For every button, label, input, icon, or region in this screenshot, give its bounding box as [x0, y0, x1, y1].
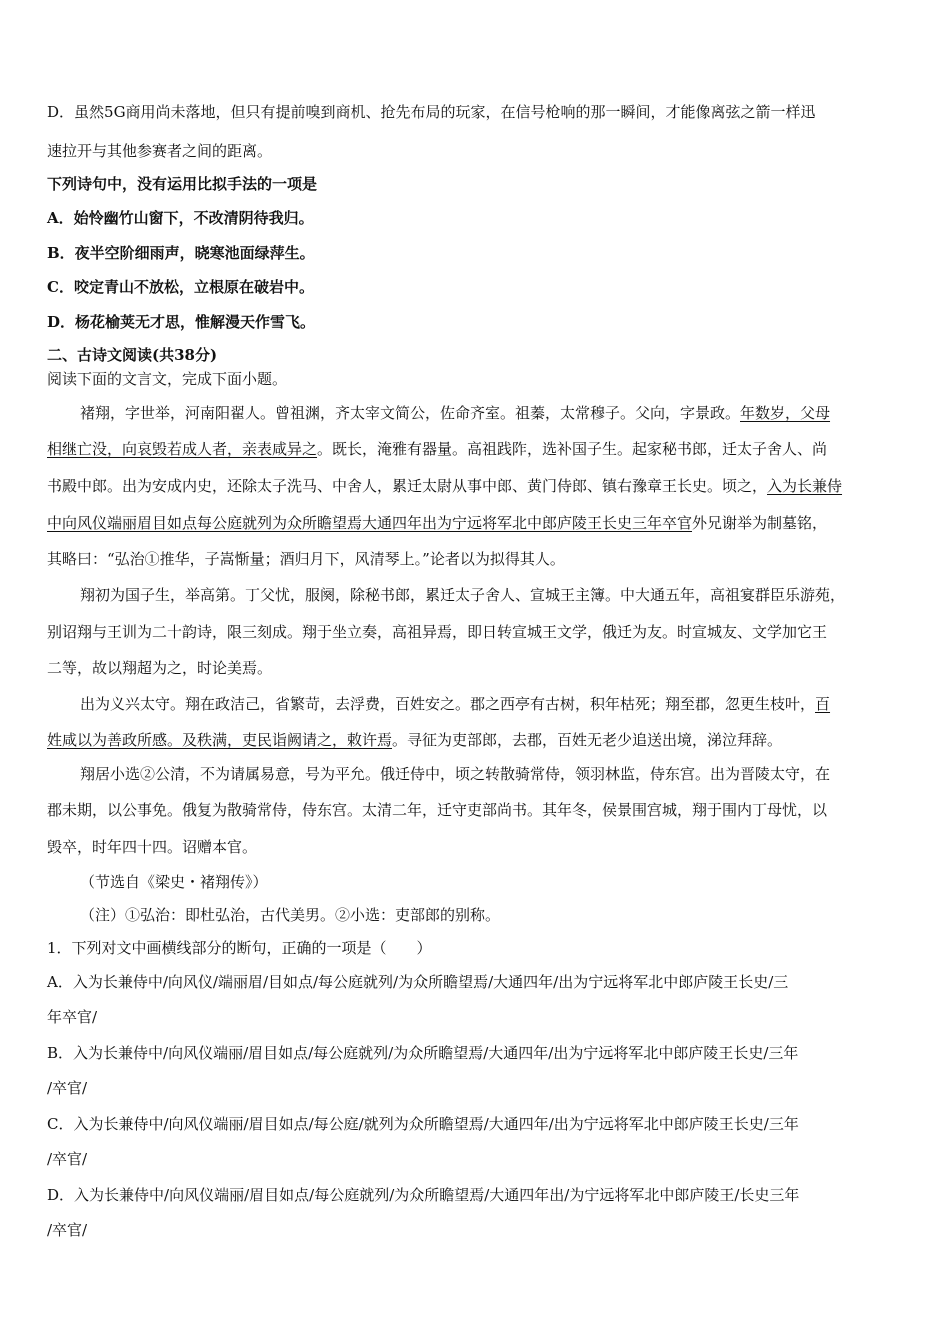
passage-text: 书殿中郎。出为安成内史，还除太子洗马、中舍人，累迁太尉从事中郎、黄门侍郎、镇右豫章王长史。顷之，	[47, 477, 768, 495]
passage-text: 外兄谢举为制墓铭，	[692, 514, 828, 532]
passage-p4-line3: 毁卒，时年四十四。诏赠本官。	[47, 838, 258, 856]
passage-p2-line1: 翔初为国子生，举高第。丁父忧，服阕，除秘书郎，累迁太子舍人、宣城王主簿。中大通五年，高祖宴群臣乐游苑，	[80, 586, 846, 604]
passage-text: 褚翔，字世举，河南阳翟人。曾祖渊，齐太宰文简公，佐命齐室。祖蓁，太常穆子。父向，字景政。	[80, 404, 741, 422]
q1-option-d-line2: /卒官/	[47, 1221, 88, 1239]
section-title: 二、古诗文阅读(共38分)	[47, 346, 218, 364]
passage-notes: （注）①弘治：即杜弘治，古代美男。②小选：吏部郎的别称。	[80, 906, 501, 924]
q1-option-b-line2: /卒官/	[47, 1079, 88, 1097]
underlined-text: 姓咸以为善政所感。及秩满，吏民诣阙请之，敕许焉	[47, 731, 393, 749]
passage-p3-line1	[80, 693, 906, 715]
poem-option-a: A．始怜幽竹山窗下，不改清阴待我归。	[47, 209, 314, 227]
passage-p2-line2: 别诏翔与王训为二十韵诗，限三刻成。翔于坐立奏，高祖异焉，即日转宣城王文学，俄迁为友。时宣城友、文学加它王	[47, 623, 828, 641]
passage-text: 。寻征为吏部郎，去郡，百姓无老少追送出境，涕泣拜辞。	[392, 731, 783, 749]
q1-option-b-line1: B．入为长兼侍中/向风仪端丽/眉目如点/每公庭就列/为众所瞻望焉/大通四年/出为宁远将军北中郎庐陵王长史/三年	[47, 1044, 799, 1062]
passage-p4-line2: 郡未期，以公事免。俄复为散骑常侍，侍东宫。太清二年，迁守吏部尚书。其年冬，侯景围宫城，翔于围内丁母忧，以	[47, 801, 828, 819]
poem-question-stem: 下列诗句中，没有运用比拟手法的一项是	[47, 175, 318, 193]
prev-option-d-line1: D．虽然5G商用尚未落地，但只有提前嗅到商机、抢先布局的玩家，在信号枪响的那一瞬间，才能像离弦之箭一样迅	[47, 103, 816, 121]
poem-option-b: B．夜半空阶细雨声，晓寒池面绿萍生。	[47, 244, 315, 262]
passage-source: （节选自《梁史・褚翔传》）	[80, 873, 268, 891]
underlined-text: 年数岁，父母	[740, 404, 831, 422]
passage-p1-line4	[47, 512, 906, 534]
underlined-text: 中向风仪端丽眉目如点每公庭就列为众所瞻望焉大通四年出为宁远将军北中郎庐陵王长史三年卒官	[47, 514, 693, 532]
q1-stem: 1．下列对文中画横线部分的断句，正确的一项是（ ）	[47, 939, 432, 957]
underlined-text: 百	[815, 695, 831, 713]
q1-option-c-line1: C．入为长兼侍中/向风仪端丽/眉目如点/每公庭/就列为众所瞻望焉/大通四年/出为宁远将军北中郎庐陵王长史/三年	[47, 1115, 799, 1133]
passage-p1-line1	[80, 402, 906, 424]
underlined-text: 相继亡没，向哀毁若成人者，亲表咸异之	[47, 440, 318, 458]
passage-text: 出为义兴太守。翔在政洁己，省繁苛，去浮费，百姓安之。郡之西亭有古树，积年枯死；翔至郡，忽更生枝叶，	[80, 695, 816, 713]
passage-p1-line2	[47, 438, 906, 460]
section-instruction: 阅读下面的文言文，完成下面小题。	[47, 370, 288, 388]
passage-p4-line1: 翔居小选②公清，不为请属易意，号为平允。俄迁侍中，顷之转散骑常侍，领羽林监，侍东宫。出为晋陵太守，在	[80, 765, 831, 783]
q1-option-c-line2: /卒官/	[47, 1150, 88, 1168]
prev-option-d-line2: 速拉开与其他参赛者之间的距离。	[47, 142, 273, 160]
poem-option-d: D．杨花榆荚无才思，惟解漫天作雪飞。	[47, 313, 316, 331]
q1-option-d-line1: D．入为长兼侍中/向风仪端丽/眉目如点/每公庭就列/为众所瞻望焉/大通四年出/为宁远将军北中郎庐陵王/长史三年	[47, 1186, 800, 1204]
passage-text: 。既长，淹雅有器量。高祖践阼，选补国子生。起家秘书郎，迁太子舍人、尚	[317, 440, 828, 458]
poem-option-c: C．咬定青山不放松，立根原在破岩中。	[47, 278, 314, 296]
q1-option-a-line2: 年卒官/	[47, 1008, 98, 1026]
q1-option-a-line1: A．入为长兼侍中/向风仪/端丽眉/目如点/每公庭就列/为众所瞻望焉/大通四年/出为宁远将军北中郎庐陵王长史/三	[47, 973, 789, 991]
passage-p2-line3: 二等，故以翔超为之，时论美焉。	[47, 659, 273, 677]
passage-p1-line5: 其略曰：“弘治①推华，子嵩惭量；酒归月下，风清琴上。”论者以为拟得其人。	[47, 550, 565, 568]
underlined-text: 入为长兼侍	[767, 477, 843, 495]
passage-p3-line2	[47, 729, 906, 751]
passage-p1-line3	[47, 475, 906, 497]
